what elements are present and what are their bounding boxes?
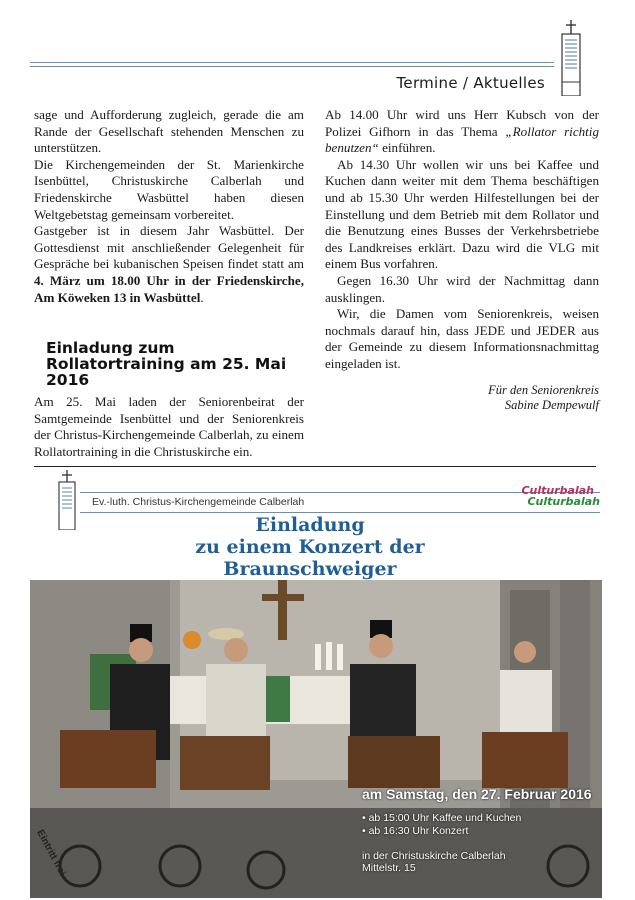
- culturbalah-logo-green: Culturbalah: [527, 495, 600, 508]
- paragraph-text: Ab 14.00 Uhr wird uns Herr Kubsch von der Polizei Gifhorn in das Thema: [325, 107, 599, 139]
- church-logo-icon: [556, 20, 586, 96]
- header-rule-top: [30, 62, 554, 63]
- culturbalah-logo-pink: Culturbalah: [521, 484, 594, 497]
- signature: [325, 383, 599, 413]
- signature-line: Für den Seniorenkreis: [488, 382, 599, 397]
- concert-location: in der Christuskirche Calberlah: [362, 850, 506, 862]
- concert-flyer: [30, 470, 602, 898]
- paragraph-text: Gastgeber ist in diesem Jahr Wasbüttel. Der Gottesdienst mit anschließender Gelegenheit für Gespräche bei kubanischen Speisen findet statt am: [34, 223, 304, 272]
- paragraph: [325, 107, 599, 157]
- paragraph: Die Kirchengemeinden der St. Marienkirche Isenbüttel, Christuskirche Calberlah und Friedenskirche Wasbüttel haben diesen Weltgebetstag gemeinsam vorbereitet.: [34, 156, 304, 222]
- paragraph: Ab 14.30 Uhr wollen wir uns bei Kaffee und Kuchen dann weiter mit dem Thema beschäftigen und ab 15.30 Uhr werden Hilfestellungen bei der Einstellung und dem Betrieb mit dem Rollator und die Benutzung eines Busses der Verkehrsbetriebe des Landkreises erklärt. Dazu wird die VLG mit einem Bus vorfahren.: [325, 156, 599, 272]
- concert-address: Mittelstr. 15: [362, 862, 416, 874]
- topic-title: „Rollator richtig benutzen“: [325, 123, 599, 156]
- header-rule-bottom: [30, 66, 554, 67]
- schedule-item: • ab 15:00 Uhr Kaffee und Kuchen: [362, 812, 592, 825]
- concert-date: am Samstag, den 27. Februar 2016: [362, 786, 592, 802]
- left-column: [34, 107, 304, 461]
- section-title: Termine / Aktuelles: [396, 74, 545, 92]
- free-entry-label: Eintritt frei: [34, 828, 68, 878]
- church-logo-icon: [54, 470, 80, 530]
- event-date-location: 4. März um 18.00 Uhr in der Friedenskirche, Am Köweken 13 in Wasbüttel: [34, 272, 304, 305]
- right-column: [325, 107, 599, 413]
- period: .: [200, 289, 204, 305]
- flyer-church-name: Ev.-luth. Christus-Kirchengemeinde Calberlah: [92, 496, 305, 508]
- section-divider: [34, 466, 596, 467]
- paragraph: Gegen 16.30 Uhr wird der Nachmittag dann ausklingen.: [325, 272, 599, 305]
- schedule-item: • ab 16:30 Uhr Konzert: [362, 825, 592, 838]
- flyer-title-line: zu einem Konzert der: [195, 536, 425, 558]
- flyer-title-line: Braunschweiger: [223, 558, 397, 580]
- flyer-title-line: Einladung: [255, 514, 365, 536]
- paragraph: Wir, die Damen vom Seniorenkreis, weisen nochmals darauf hin, dass JEDE und JEDER aus der Gemeinde zu diesem Informationsnachmittag eingeladen ist.: [325, 306, 599, 371]
- signature-name: Sabine Dempewulf: [504, 397, 599, 412]
- event-heading: Einladung zum Rollatortraining am 25. Mai 2016: [46, 339, 287, 390]
- paragraph-text: einführen.: [382, 140, 436, 156]
- paragraph: sage und Aufforderung zugleich, gerade die am Rande der Gesellschaft stehenden Menschen zu unterstützen.: [34, 107, 304, 156]
- concert-info: [362, 786, 592, 874]
- paragraph: Am 25. Mai laden der Seniorenbeirat der Samtgemeinde Isenbüttel und der Seniorenkreis der Christus-Kirchengemeinde Calberlah, zu einem Rollatortraining in die Christuskirche ein.: [34, 394, 304, 459]
- paragraph: [34, 223, 304, 306]
- flyer-rule: [80, 512, 600, 513]
